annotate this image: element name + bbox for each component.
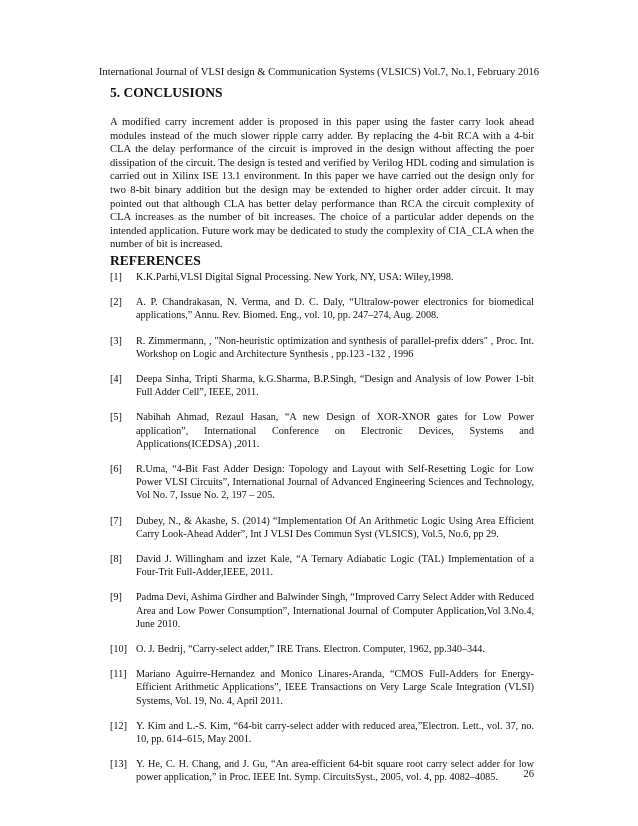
reference-text: Nabihah Ahmad, Rezaul Hasan, “A new Design of XOR-XNOR gates for Low Power application”, International Conference on Electronic Devices, Systems and Applications(ICEDSA) ,2011.	[136, 412, 534, 450]
reference-item	[110, 373, 534, 399]
reference-text: Y. He, C. H. Chang, and J. Gu, “An area-efficient 64-bit square root carry select adder for low power application,” in Proc. IEEE Int. Symp. CircuitsSyst., 2005, vol. 4, pp. 4082–4085.	[136, 759, 534, 784]
conclusions-heading-initial: C	[123, 85, 134, 100]
conclusions-heading-number: 5.	[110, 85, 124, 100]
reference-item	[110, 515, 534, 541]
reference-number: [5]	[110, 412, 122, 424]
reference-number: [2]	[110, 297, 122, 309]
references-heading-rest: EFERENCES	[119, 253, 201, 268]
reference-text: Deepa Sinha, Tripti Sharma, k.G.Sharma, B.P.Singh, “Design and Analysis of low Power 1-bit Full Adder Cell”, IEEE, 2011.	[136, 374, 534, 399]
reference-item	[110, 720, 534, 746]
reference-text: Padma Devi, Ashima Girdher and Balwinder Singh, “Improved Carry Select Adder with Reduced Area and Low Power Consumption”, International Journal of Computer Application,Vol 3.No.4, June 2010.	[136, 592, 534, 630]
running-header: International Journal of VLSI design & Communication Systems (VLSICS) Vol.7, No.1, February 2016	[98, 67, 540, 78]
reference-text: K.K.Parhi,VLSI Digital Signal Processing. New York, NY, USA: Wiley,1998.	[136, 272, 454, 283]
reference-text: R.Uma, “4-Bit Fast Adder Design: Topology and Layout with Self-Resetting Logic for Low Power VLSI Circuits”, International Journal of Advanced Engineering Sciences and Technology, Vol No. 7, Issue No. 2, 197 – 205.	[136, 464, 534, 502]
reference-number: [4]	[110, 374, 122, 386]
reference-text: Mariano Aguirre-Hernandez and Monico Linares-Aranda, “CMOS Full-Adders for Energy-Efficient Arithmetic Applications”, IEEE Transactions on Very Large Scale Integration (VLSI) Systems, Vol. 19, No. 4, April 2011.	[136, 669, 534, 707]
reference-item	[110, 296, 534, 322]
page-number: 26	[523, 769, 534, 780]
references-heading	[110, 253, 201, 269]
reference-list	[110, 271, 534, 797]
reference-text: David J. Willingham and izzet Kale, “A Ternary Adiabatic Logic (TAL) Implementation of a Four-Trit Full-Adder,IEEE, 2011.	[136, 554, 534, 579]
reference-item	[110, 335, 534, 361]
reference-text: O. J. Bedrij, “Carry-select adder,” IRE Trans. Electron. Computer, 1962, pp.340–344.	[136, 644, 485, 656]
reference-item	[110, 411, 534, 451]
reference-text: Dubey, N., & Akashe, S. (2014) “Implementation Of An Arithmetic Logic Using Area Efficient Carry Look-Ahead Adder”, Int J VLSI Des Commun Syst (VLSICS), Vol.5, No.6, pp 29.	[136, 515, 534, 540]
references-heading-initial: R	[110, 253, 120, 268]
reference-number: [9]	[110, 592, 122, 604]
conclusions-heading-rest: ONCLUSIONS	[133, 85, 223, 100]
conclusions-heading	[110, 85, 223, 101]
reference-number: [8]	[110, 554, 122, 566]
reference-number: [6]	[110, 464, 122, 476]
reference-item	[110, 591, 534, 631]
reference-number: [7]	[110, 515, 122, 527]
reference-item	[110, 668, 534, 708]
reference-item	[110, 463, 534, 503]
reference-number: [3]	[110, 335, 122, 347]
reference-item	[110, 271, 534, 284]
reference-number: [1]	[110, 272, 122, 283]
reference-text: A. P. Chandrakasan, N. Verma, and D. C. Daly, “Ultralow-power electronics for biomedical applications,” Annu. Rev. Biomed. Eng., vol. 10, pp. 247–274, Aug. 2008.	[136, 297, 534, 322]
reference-item	[110, 553, 534, 579]
reference-number: [11]	[110, 669, 127, 681]
reference-number: [10]	[110, 644, 127, 656]
conclusions-paragraph: A modified carry increment adder is proposed in this paper using the faster carry look ahead modules instead of the much slower ripple carry adder. By replacing the 4-bit RCA with a 4-bit CLA the delay performance of the circuit is improved in the design without affecting the poer dissipation of the circuit. The design is tested and verified by Verilog HDL coding and simulation is carried out in Xilinx ISE 13.1 environment. In this paper we have carried out the design only for two 8-bit binary addition but the design may be extended to higher order adder circuit. It may pointed out that although CLA has better delay performance than RCA the circuit complexity of CLA increases as the number of bit increases. The choice of a particular adder depends on the intended application. Future work may be dedicated to study the complexity of CIA_CLA when the number of bit is increased.	[110, 117, 534, 251]
reference-number: [12]	[110, 720, 127, 732]
reference-text: Y. Kim and L.-S. Kim, “64-bit carry-select adder with reduced area,”Electron. Lett., vol. 37, no. 10, pp. 614–615, May 2001.	[136, 720, 534, 746]
reference-text: R. Zimmermann, , "Non-heuristic optimization and synthesis of parallel-prefix dders" , Proc. Int. Workshop on Logic and Architecture Synthesis , pp.123 -132 , 1996	[136, 335, 534, 360]
reference-number: [13]	[110, 759, 127, 771]
reference-item	[110, 758, 534, 784]
reference-item	[110, 643, 534, 656]
